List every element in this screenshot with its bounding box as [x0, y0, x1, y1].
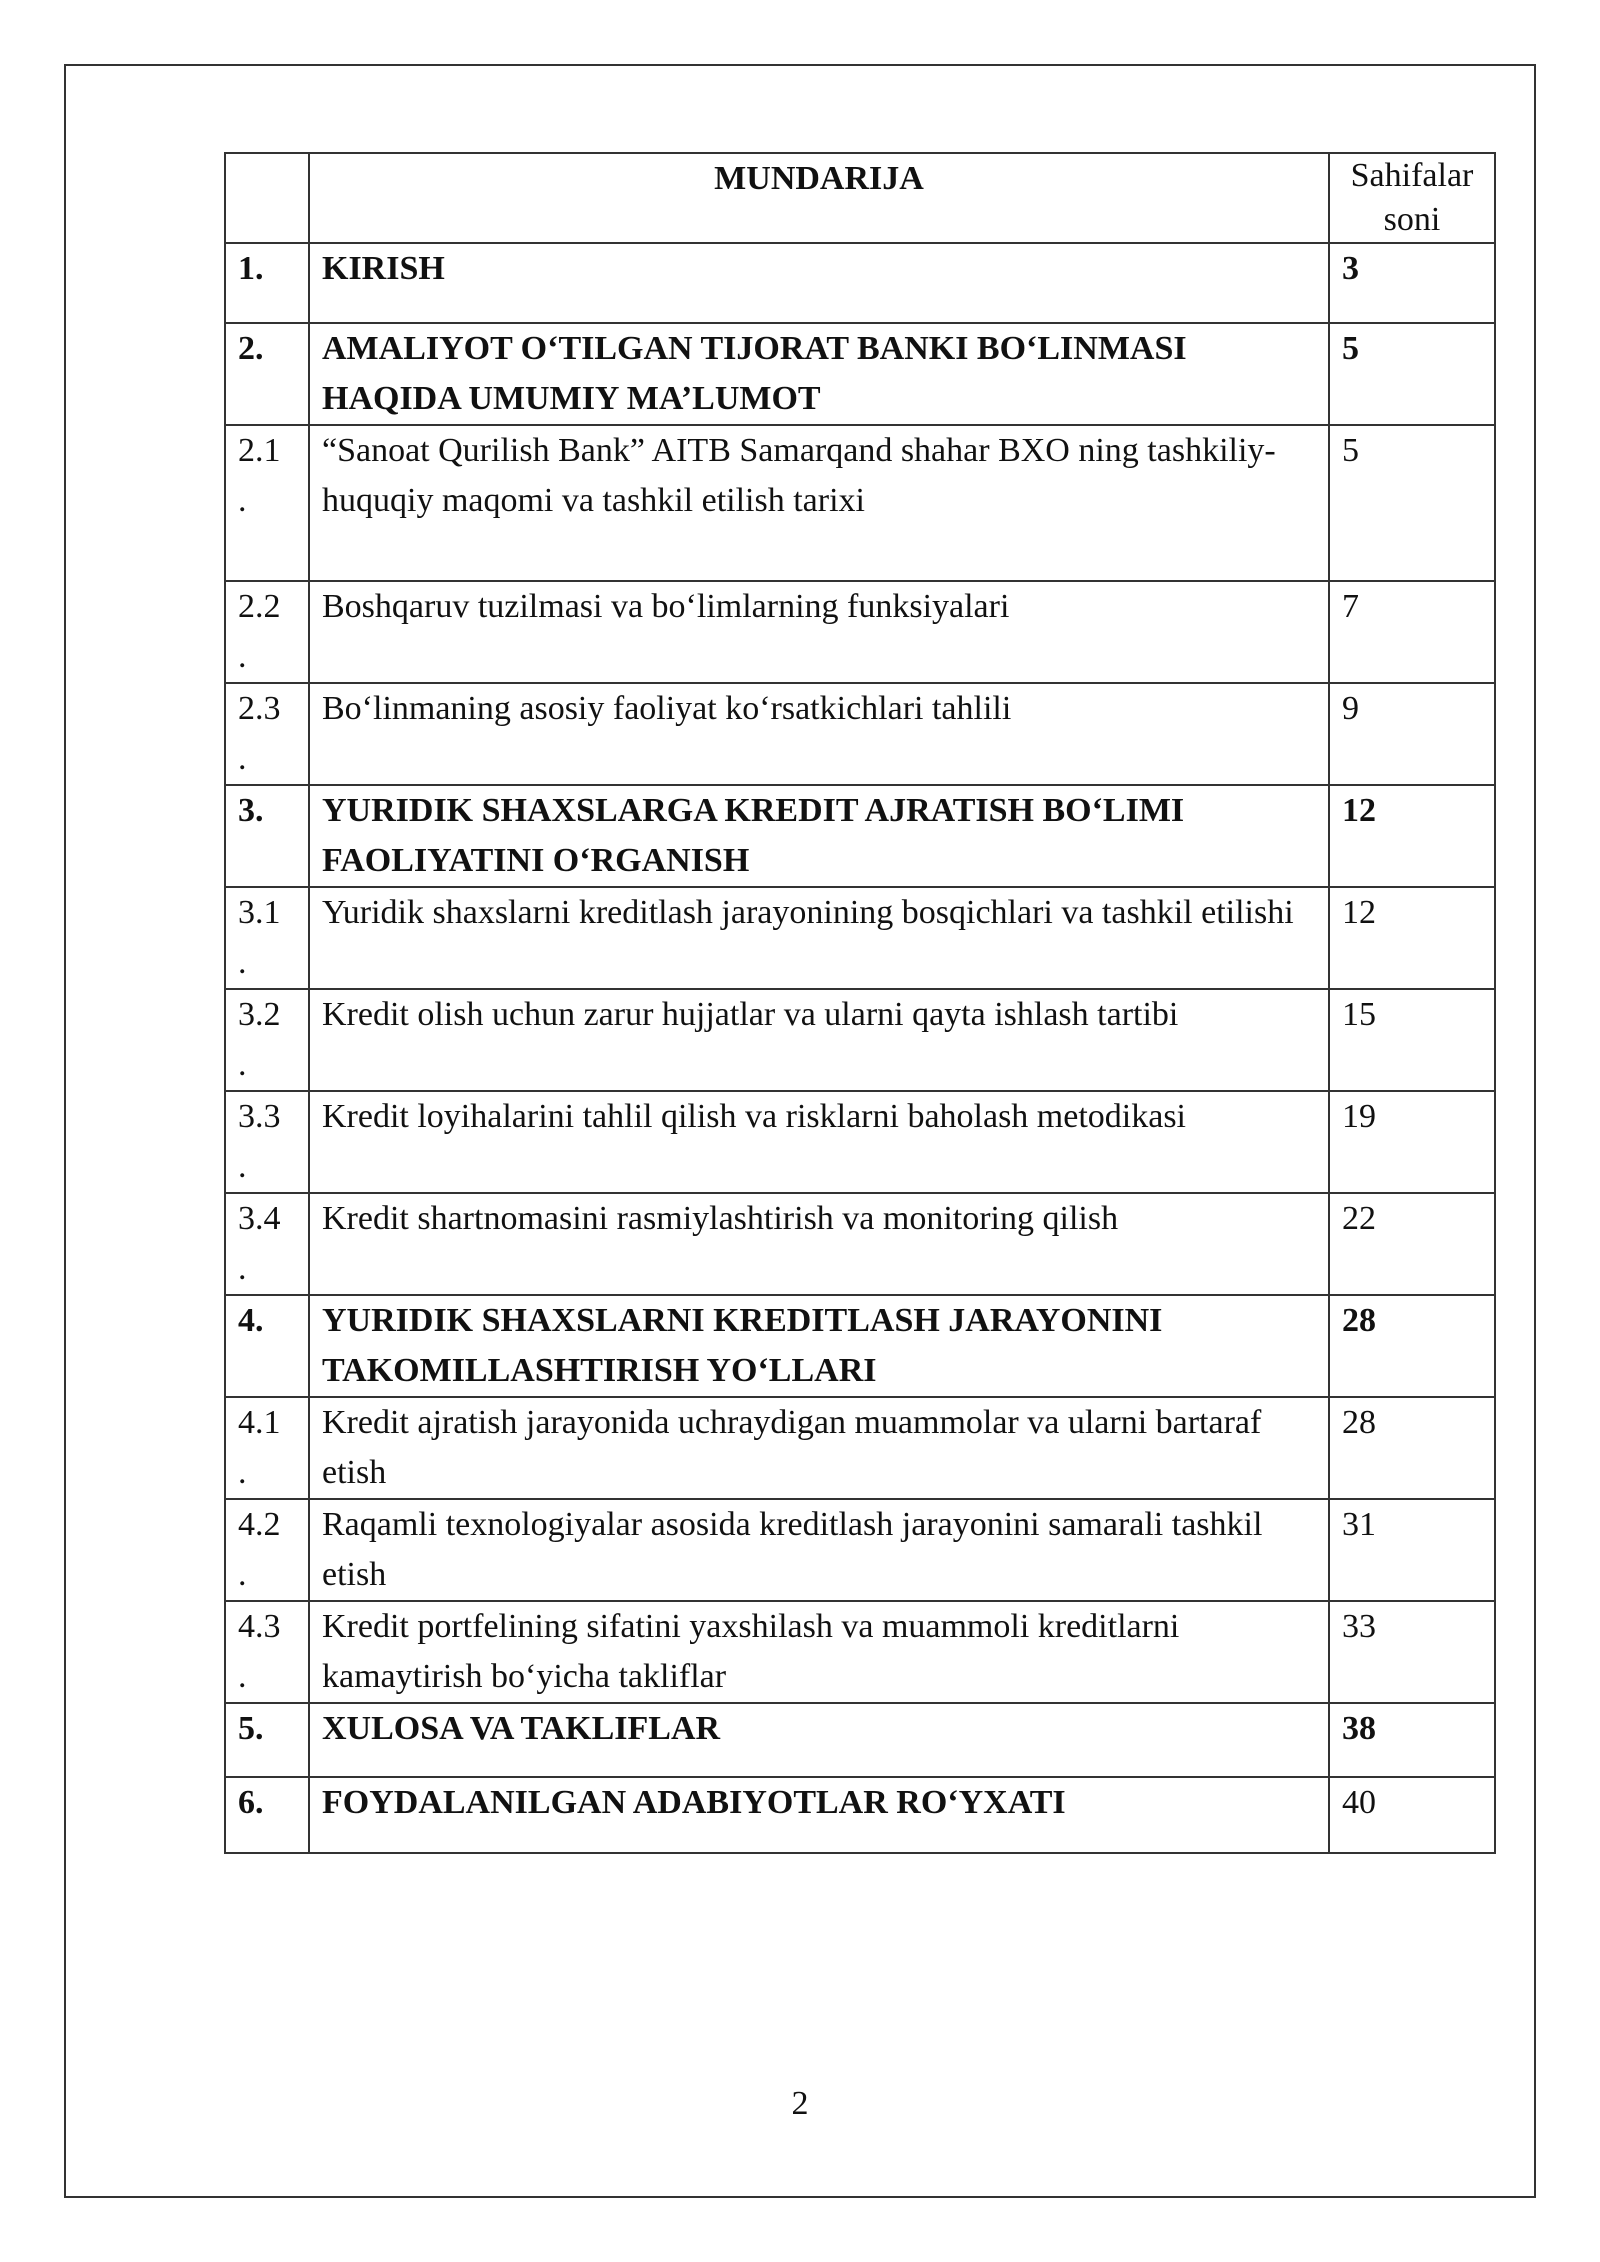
section-title: YURIDIK SHAXSLARNI KREDITLASH JARAYONINI TAKOMILLASHTIRISH YO‘LLARI [309, 1295, 1329, 1397]
section-number: 3.1 . [225, 887, 309, 989]
section-page: 12 [1329, 887, 1495, 989]
page-number: 2 [791, 2085, 809, 2122]
section-title: “Sanoat Qurilish Bank” AITB Samarqand shahar BXO ning tashkiliy-huquqiy maqomi va tashkil etilish tarixi [309, 425, 1329, 581]
section-page: 38 [1329, 1703, 1495, 1777]
section-page: 5 [1329, 425, 1495, 581]
section-page: 33 [1329, 1601, 1495, 1703]
table-row [225, 581, 1495, 683]
section-page: 5 [1329, 323, 1495, 425]
table-row [225, 887, 1495, 989]
table-row [225, 785, 1495, 887]
section-title: Bo‘linmaning asosiy faoliyat ko‘rsatkichlari tahlili [309, 683, 1329, 785]
section-page: 7 [1329, 581, 1495, 683]
section-title: Raqamli texnologiyalar asosida kreditlash jarayonini samarali tashkil etish [309, 1499, 1329, 1601]
section-title: Kredit loyihalarini tahlil qilish va risklarni baholash metodikasi [309, 1091, 1329, 1193]
section-number: 3.2 . [225, 989, 309, 1091]
section-number: 5. [225, 1703, 309, 1777]
section-number: 2.1 . [225, 425, 309, 581]
table-row [225, 1091, 1495, 1193]
section-page: 28 [1329, 1295, 1495, 1397]
section-title: Kredit shartnomasini rasmiylashtirish va monitoring qilish [309, 1193, 1329, 1295]
section-title: XULOSA VA TAKLIFLAR [309, 1703, 1329, 1777]
section-page: 28 [1329, 1397, 1495, 1499]
table-row [225, 323, 1495, 425]
table-header-row [225, 153, 1495, 243]
section-page: 22 [1329, 1193, 1495, 1295]
header-empty-cell [225, 153, 309, 243]
section-number: 4. [225, 1295, 309, 1397]
section-number: 4.1 . [225, 1397, 309, 1499]
table-row [225, 1703, 1495, 1777]
pages-column-header: Sahifalar soni [1329, 153, 1495, 243]
section-page: 40 [1329, 1777, 1495, 1853]
section-title: Boshqaruv tuzilmasi va bo‘limlarning funksiyalari [309, 581, 1329, 683]
section-number: 3.4 . [225, 1193, 309, 1295]
section-number: 6. [225, 1777, 309, 1853]
section-title: Kredit ajratish jarayonida uchraydigan muammolar va ularni bartaraf etish [309, 1397, 1329, 1499]
table-row [225, 1193, 1495, 1295]
section-title: Yuridik shaxslarni kreditlash jarayonining bosqichlari va tashkil etilishi [309, 887, 1329, 989]
table-row [225, 1499, 1495, 1601]
section-title: FOYDALANILGAN ADABIYOTLAR RO‘YXATI [309, 1777, 1329, 1853]
section-number: 4.2 . [225, 1499, 309, 1601]
table-row [225, 989, 1495, 1091]
section-title: KIRISH [309, 243, 1329, 323]
section-page: 3 [1329, 243, 1495, 323]
table-row [225, 683, 1495, 785]
table-row [225, 1397, 1495, 1499]
table-row [225, 243, 1495, 323]
section-number: 1. [225, 243, 309, 323]
table-row [225, 425, 1495, 581]
section-page: 15 [1329, 989, 1495, 1091]
section-number: 3.3 . [225, 1091, 309, 1193]
section-title: Kredit olish uchun zarur hujjatlar va ularni qayta ishlash tartibi [309, 989, 1329, 1091]
section-title: AMALIYOT O‘TILGAN TIJORAT BANKI BO‘LINMASI HAQIDA UMUMIY MA’LUMOT [309, 323, 1329, 425]
section-page: 12 [1329, 785, 1495, 887]
section-title: Kredit portfelining sifatini yaxshilash va muammoli kreditlarni kamaytirish bo‘yicha takliflar [309, 1601, 1329, 1703]
section-number: 3. [225, 785, 309, 887]
table-of-contents [224, 152, 1496, 1854]
section-number: 2.2 . [225, 581, 309, 683]
section-page: 31 [1329, 1499, 1495, 1601]
section-number: 2.3 . [225, 683, 309, 785]
toc-heading: MUNDARIJA [309, 153, 1329, 243]
table-row [225, 1777, 1495, 1853]
section-page: 9 [1329, 683, 1495, 785]
section-number: 4.3 . [225, 1601, 309, 1703]
table-row [225, 1295, 1495, 1397]
section-title: YURIDIK SHAXSLARGA KREDIT AJRATISH BO‘LIMI FAOLIYATINI O‘RGANISH [309, 785, 1329, 887]
section-number: 2. [225, 323, 309, 425]
table-row [225, 1601, 1495, 1703]
section-page: 19 [1329, 1091, 1495, 1193]
